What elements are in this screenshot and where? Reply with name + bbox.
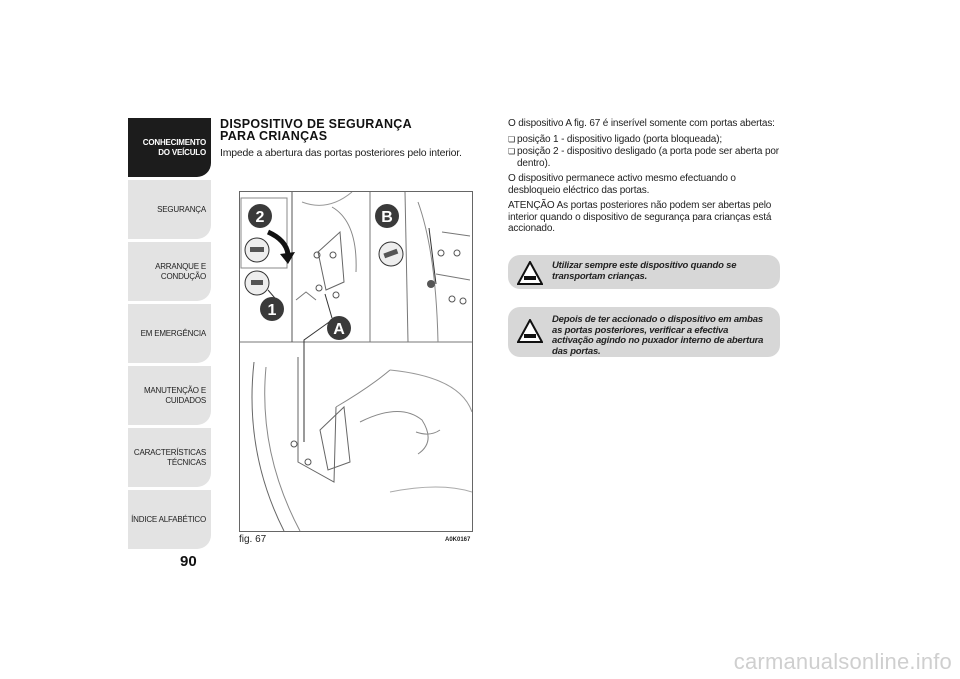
callout-b-label: B (381, 209, 393, 226)
tab-em-emergencia[interactable] (128, 304, 211, 363)
warning-text-1: Utilizar sempre este dispositivo quando se transportam crianças. (552, 260, 737, 282)
chapter-sidebar (128, 118, 211, 552)
tab-indice-alfabetico[interactable] (128, 490, 211, 549)
callout-1-label: 1 (267, 302, 277, 319)
callout-b (375, 204, 399, 228)
callout-2 (248, 204, 272, 228)
tab-label: CONHECIMENTO DO VEÍCULO (142, 137, 206, 157)
tab-label: ÍNDICE ALFABÉTICO (131, 514, 206, 524)
figure-code: A0K0167 (445, 537, 471, 543)
child-lock-illustration (240, 192, 472, 531)
figure-67 (239, 191, 473, 532)
list-item: ❏ posição 1 - dispositivo ligado (porta bloqueada); (508, 134, 783, 146)
tab-conhecimento-do-veiculo[interactable] (128, 118, 211, 177)
tab-label: ARRANQUE E CONDUÇÃO (155, 261, 206, 281)
body-text (508, 118, 783, 239)
warning-triangle-icon (508, 315, 552, 343)
page-number: 90 (180, 553, 197, 570)
list-item: ❏ posição 2 - dispositivo desligado (a porta pode ser aberta por dentro). (508, 146, 783, 169)
callout-a (327, 316, 351, 340)
callout-1 (260, 297, 284, 321)
callout-a-label: A (333, 321, 345, 338)
attention-paragraph: ATENÇÃO As portas posteriores não podem ser abertas pelo interior quando o dispositivo de segurança para crianças está accionado. (508, 200, 772, 234)
tab-label: MANUTENÇÃO E CUIDADOS (143, 385, 206, 405)
tab-seguranca[interactable] (128, 180, 211, 239)
warning-triangle-icon (508, 261, 552, 285)
section-lead: Impede a abertura das portas posteriores pelo interior. (220, 147, 462, 159)
tab-label: EM EMERGÊNCIA (140, 328, 206, 338)
electric-unlock-paragraph: O dispositivo permanece activo mesmo efectuando o desbloqueio eléctrico das portas. (508, 173, 736, 196)
position-list (508, 134, 783, 170)
warning-box-2 (508, 307, 780, 357)
tab-arranque-e-conducao[interactable] (128, 242, 211, 301)
warning-text-2: Depois de ter accionado o dispositivo em ambas as portas posteriores, verificar a efectiva activação agindo no puxador interno de abertura das portas. (552, 314, 764, 357)
tab-manutencao-e-cuidados[interactable] (128, 366, 211, 425)
intro-paragraph: O dispositivo A fig. 67 é inserível somente com portas abertas: (508, 118, 775, 129)
tab-label: SEGURANÇA (157, 204, 206, 214)
section-title: DISPOSITIVO DE SEGURANÇA PARA CRIANÇAS (220, 117, 412, 143)
warning-box-1 (508, 255, 780, 289)
figure-caption: fig. 67 (239, 534, 267, 545)
callout-2-label: 2 (255, 209, 265, 226)
watermark: carmanualsonline.info (733, 649, 952, 674)
tab-label: CARACTERÍSTICAS TÉCNICAS (133, 447, 206, 467)
tab-caracteristicas-tecnicas[interactable] (128, 428, 211, 487)
